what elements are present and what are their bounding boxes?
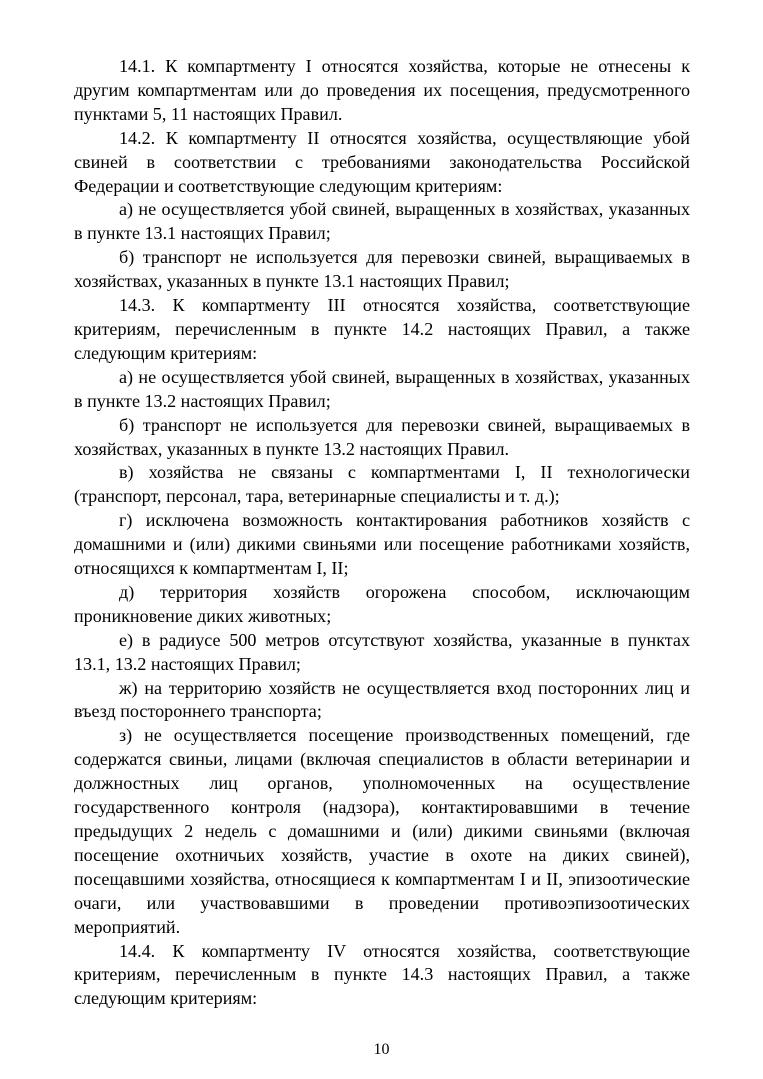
paragraph-14-3-v: в) хозяйства не связаны с компартментами I, II технологически (транспорт, персонал, тара, ветеринарные специалисты и т. д.);	[74, 462, 690, 507]
paragraph-14-3-b: б) транспорт не используется для перевозки свиней, выращиваемых в хозяйствах, указанных в пункте 13.2 настоящих Правил.	[74, 414, 690, 459]
paragraph-14-3: 14.3. К компартменту III относятся хозяйства, соответствующие критериям, перечисленным в пункте 14.2 настоящих Правил, а также следующим критериям:	[74, 295, 690, 363]
paragraph-14-2: 14.2. К компартменту II относятся хозяйства, осуществляющие убой свиней в соответствии с требованиями законодательства Российской Федерации и соответствующие следующим критериям:	[74, 127, 690, 196]
paragraph-14-3-d: д) территория хозяйств огорожена способом, исключающим проникновение диких животных;	[74, 581, 690, 626]
paragraph-14-2-a: а) не осуществляется убой свиней, выращенных в хозяйствах, указанных в пункте 13.1 настоящих Правил;	[74, 199, 690, 244]
paragraph-14-3-e: е) в радиусе 500 метров отсутствуют хозяйства, указанные в пунктах 13.1, 13.2 настоящих Правил;	[74, 629, 690, 674]
paragraph-14-3-z: з) не осуществляется посещение производственных помещений, где содержатся свиньи, лицами (включая специалистов в области ветеринарии и должностных лиц органов, уполномоченных на осуществление государственного контроля (надзора), контактировавшими в течение предыдущих 2 недель с домашними и (или) дикими свиньями (включая посещение охотничьих хозяйств, участие в охоте на диких свиней), посещавшими хозяйства, относящиеся к компартментам I и II, эпизоотические очаги, или участвовавшими в проведении противоэпизоотических мероприятий.	[74, 725, 690, 937]
paragraph-14-4: 14.4. К компартменту IV относятся хозяйства, соответствующие критериям, перечисленным в пункте 14.3 настоящих Правил, а также следующим критериям:	[74, 940, 690, 1009]
page-number: 10	[373, 1041, 390, 1058]
paragraph-14-3-a: а) не осуществляется убой свиней, выращенных в хозяйствах, указанных в пункте 13.2 настоящих Правил;	[74, 366, 690, 411]
document-body	[74, 55, 690, 1011]
paragraph-14-3-zh: ж) на территорию хозяйств не осуществляется вход посторонних лиц и въезд постороннего транспорта;	[74, 677, 690, 722]
paragraph-14-2-b: б) транспорт не используется для перевозки свиней, выращиваемых в хозяйствах, указанных в пункте 13.1 настоящих Правил;	[74, 247, 690, 292]
paragraph-14-1: 14.1. К компартменту I относятся хозяйства, которые не отнесены к другим компартментам или до проведения их посещения, предусмотренного пунктами 5, 11 настоящих Правил.	[74, 56, 690, 124]
paragraph-14-3-g: г) исключена возможность контактирования работников хозяйств с домашними и (или) дикими свиньями или посещение работниками хозяйств, относящихся к компартментам I, II;	[74, 510, 690, 579]
